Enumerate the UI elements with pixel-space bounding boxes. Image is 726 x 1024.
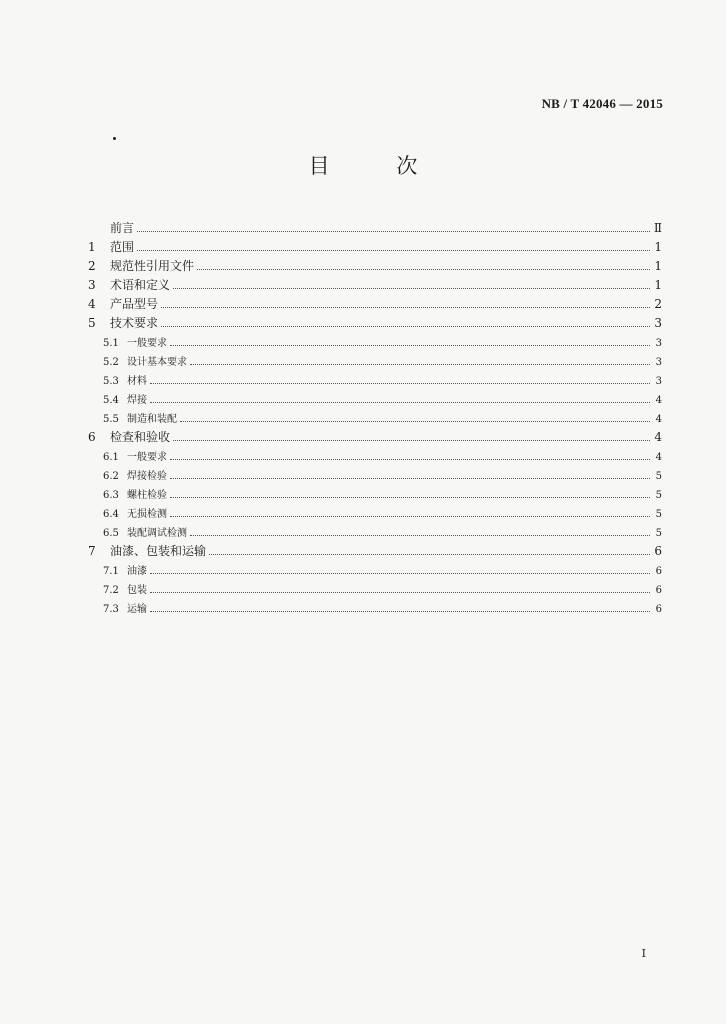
toc-entry[interactable] — [88, 459, 662, 482]
toc-entry-number: 4 — [88, 297, 96, 311]
dot-leader — [170, 497, 650, 517]
toc-entry[interactable] — [88, 440, 662, 463]
toc-entry-page: 6 — [654, 544, 662, 558]
toc-entry[interactable] — [88, 307, 662, 330]
toc-entry-page: 2 — [654, 297, 662, 311]
table-of-contents — [88, 212, 662, 615]
toc-entry-page: 4 — [655, 395, 662, 406]
toc-entry-number: 6.1 — [103, 452, 119, 463]
toc-entry-page: 1 — [654, 278, 662, 292]
dot-leader — [170, 478, 650, 498]
dot-leader — [150, 573, 650, 593]
toc-entry-page: 3 — [655, 338, 662, 349]
dot-leader — [180, 402, 650, 422]
toc-entry-label: 设计基本要求 — [127, 357, 187, 368]
toc-entry-number: 3 — [88, 278, 96, 292]
toc-entry[interactable] — [88, 288, 662, 311]
toc-entry-label: 材料 — [127, 376, 147, 387]
dot-leader — [161, 307, 650, 327]
toc-entry[interactable] — [88, 269, 662, 292]
toc-entry-label: 包装 — [127, 585, 147, 596]
toc-entry-page: 6 — [655, 566, 662, 577]
toc-entry-number: 7 — [88, 544, 96, 558]
toc-entry[interactable] — [88, 573, 662, 596]
toc-entry-number: 5.5 — [103, 414, 119, 425]
toc-entry[interactable] — [88, 326, 662, 349]
toc-entry[interactable] — [88, 402, 662, 425]
toc-entry-number: 6.3 — [103, 490, 119, 501]
toc-entry[interactable] — [88, 421, 662, 444]
scan-dot-mark — [113, 137, 116, 140]
toc-entry-page: 5 — [655, 528, 662, 539]
toc-entry-number: 7.3 — [103, 604, 119, 615]
toc-entry-number: 2 — [88, 259, 96, 273]
dot-leader — [150, 364, 650, 384]
dot-leader — [150, 592, 650, 612]
toc-entry[interactable] — [88, 364, 662, 387]
toc-entry-number: 6 — [88, 430, 96, 444]
dot-leader — [137, 212, 650, 232]
toc-entry-label: 一般要求 — [127, 452, 167, 463]
dot-leader — [190, 516, 650, 536]
dot-leader — [197, 250, 650, 270]
toc-entry[interactable] — [88, 345, 662, 368]
page-title: 目 次 — [308, 154, 448, 178]
toc-entry[interactable] — [88, 554, 662, 577]
toc-entry-page: 5 — [655, 471, 662, 482]
toc-entry-page: Ⅱ — [653, 221, 662, 235]
toc-entry-label: 油漆、包装和运输 — [110, 544, 207, 558]
toc-entry-number: 5.2 — [103, 357, 119, 368]
toc-entry-page: 4 — [655, 414, 662, 425]
toc-entry-page: 4 — [654, 430, 662, 444]
toc-entry-label: 油漆 — [127, 566, 147, 577]
toc-entry-page: 5 — [655, 490, 662, 501]
toc-entry-number: 1 — [88, 240, 96, 254]
toc-entry[interactable] — [88, 231, 662, 254]
toc-entry-label: 术语和定义 — [110, 278, 171, 292]
toc-entry-number: 5 — [88, 316, 96, 330]
dot-leader — [190, 345, 650, 365]
toc-entry-page: 1 — [654, 259, 662, 273]
dot-leader — [170, 440, 650, 460]
toc-entry-number: 7.2 — [103, 585, 119, 596]
toc-entry[interactable] — [88, 516, 662, 539]
toc-entry-label: 前言 — [110, 221, 135, 235]
toc-entry-label: 焊接 — [127, 395, 147, 406]
dot-leader — [170, 326, 650, 346]
toc-entry[interactable] — [88, 497, 662, 520]
toc-entry-label: 规范性引用文件 — [110, 259, 195, 273]
toc-entry-number: 6.2 — [103, 471, 119, 482]
toc-entry-page: 4 — [655, 452, 662, 463]
toc-entry-page: 5 — [655, 509, 662, 520]
dot-leader — [150, 554, 650, 574]
toc-entry-number: 6.5 — [103, 528, 119, 539]
toc-entry-label: 产品型号 — [110, 297, 159, 311]
toc-entry[interactable] — [88, 212, 662, 235]
dot-leader — [170, 459, 650, 479]
toc-entry-label: 技术要求 — [110, 316, 159, 330]
toc-entry-page: 6 — [655, 585, 662, 596]
toc-entry[interactable] — [88, 383, 662, 406]
toc-entry-page: 3 — [654, 316, 662, 330]
dot-leader — [137, 231, 650, 251]
toc-entry-label: 制造和装配 — [127, 414, 177, 425]
toc-entry[interactable] — [88, 592, 662, 615]
toc-entry-label: 范围 — [110, 240, 135, 254]
dot-leader — [161, 288, 650, 308]
toc-entry-label: 装配调试检测 — [127, 528, 187, 539]
toc-entry-number: 5.1 — [103, 338, 119, 349]
toc-entry-label: 运输 — [127, 604, 147, 615]
toc-entry-page: 3 — [655, 357, 662, 368]
toc-entry-label: 检查和验收 — [110, 430, 171, 444]
toc-entry-label: 螺柱检验 — [127, 490, 167, 501]
toc-entry-page: 1 — [654, 240, 662, 254]
dot-leader — [209, 535, 650, 555]
toc-entry-label: 一般要求 — [127, 338, 167, 349]
toc-entry[interactable] — [88, 478, 662, 501]
toc-entry-number: 5.4 — [103, 395, 119, 406]
toc-entry-label: 无损检测 — [127, 509, 167, 520]
dot-leader — [173, 421, 650, 441]
toc-entry[interactable] — [88, 250, 662, 273]
toc-entry-page: 3 — [655, 376, 662, 387]
page-number: I — [641, 947, 646, 960]
toc-entry-label: 焊接检验 — [127, 471, 167, 482]
toc-entry-page: 6 — [655, 604, 662, 615]
standard-code: NB / T 42046 — 2015 — [541, 96, 663, 111]
toc-entry-number: 7.1 — [103, 566, 119, 577]
toc-entry-number: 5.3 — [103, 376, 119, 387]
dot-leader — [150, 383, 650, 403]
toc-entry-number: 6.4 — [103, 509, 119, 520]
dot-leader — [173, 269, 650, 289]
